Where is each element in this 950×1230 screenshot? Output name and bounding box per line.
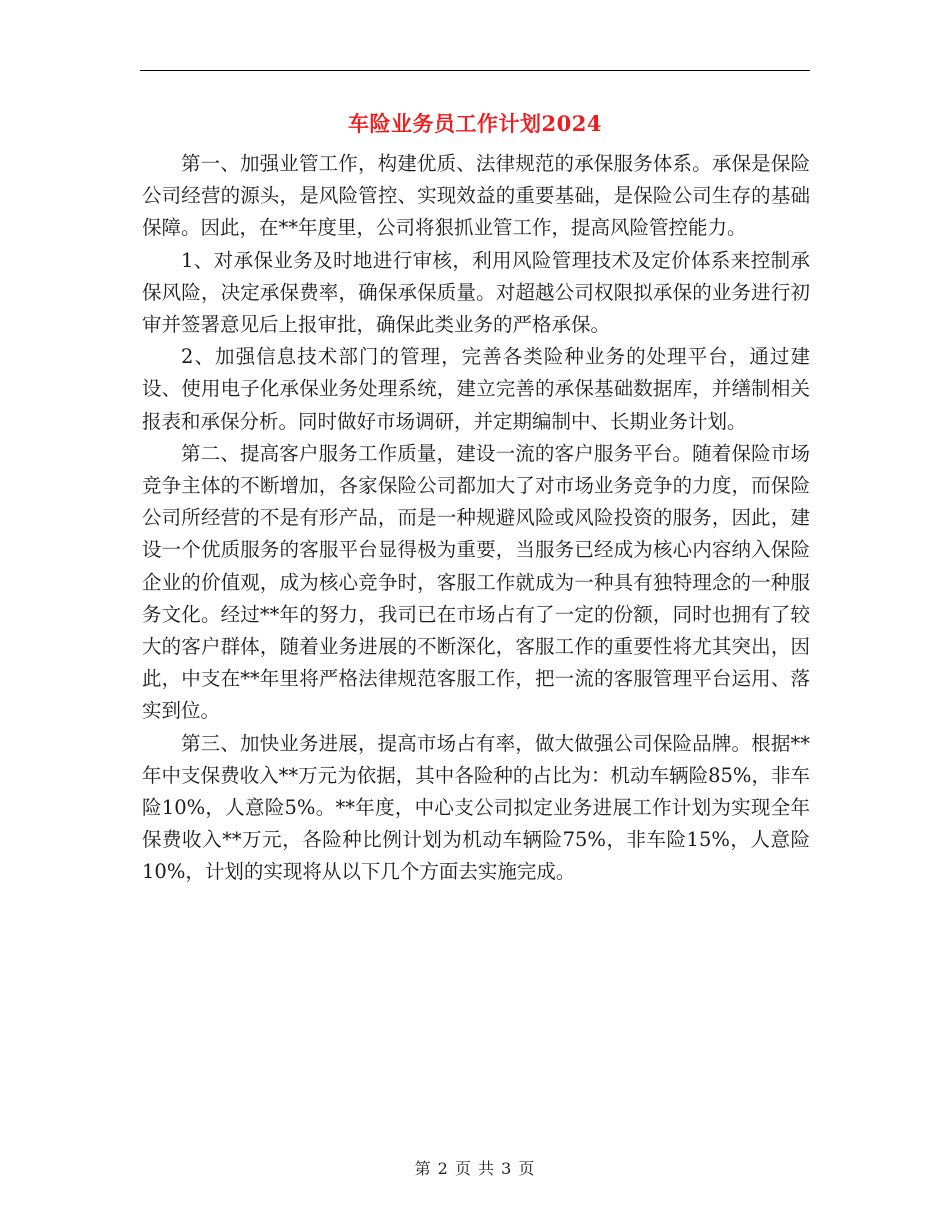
header-rule: [140, 70, 810, 71]
paragraph-4: 第二、提高客户服务工作质量，建设一流的客户服务平台。随着保险市场竞争主体的不断增加，各家保险公司都加大了对市场业务竞争的力度，而保险公司所经营的不是有形产品，而是一种规避风险或风险投资的服务，因此，建设一个优质服务的客服平台显得极为重要，当服务已经成为核心内容纳入保险企业的价值观，成为核心竞争时，客服工作就成为一种具有独特理念的一种服务文化。经过**年的努力，我司已在市场占有了一定的份额，同时也拥有了较大的客户群体，随着业务进展的不断深化，客服工作的重要性将尤其突出，因此，中支在**年里将严格法律规范客服工作，把一流的客服管理平台运用、落实到位。: [142, 441, 810, 723]
paragraph-3: 2、加强信息技术部门的管理，完善各类险种业务的处理平台，通过建设、使用电子化承保业务处理系统，建立完善的承保基础数据库，并缮制相关报表和承保分析。同时做好市场调研，并定期编制中、长期业务计划。: [142, 345, 810, 433]
paragraph-2: 1、对承保业务及时地进行审核，利用风险管理技术及定价体系来控制承保风险，决定承保费率，确保承保质量。对超越公司权限拟承保的业务进行初审并签署意见后上报审批，确保此类业务的严格承保。: [142, 248, 810, 337]
paragraph-5: 第三、加快业务进展，提高市场占有率，做大做强公司保险品牌。根据**年中支保费收入**万元为依据，其中各险种的占比为：机动车辆险85%，非车险10%，人意险5%。**年度，中心支公司拟定业务进展工作计划为实现全年保费收入**万元，各险种比例计划为机动车辆险75%，非车险15%，人意险10%，计划的实现将从以下几个方面去实施完成。: [142, 731, 810, 884]
document-title: 车险业务员工作计划2024: [348, 111, 602, 136]
document-body: [142, 148, 810, 889]
page-number: 第 2 页 共 3 页: [414, 1159, 536, 1178]
paragraph-1: 第一、加强业管工作，构建优质、法律规范的承保服务体系。承保是保险公司经营的源头，是风险管控、实现效益的重要基础，是保险公司生存的基础保障。因此，在**年度里，公司将狠抓业管工作，提高风险管控能力。: [142, 152, 810, 240]
